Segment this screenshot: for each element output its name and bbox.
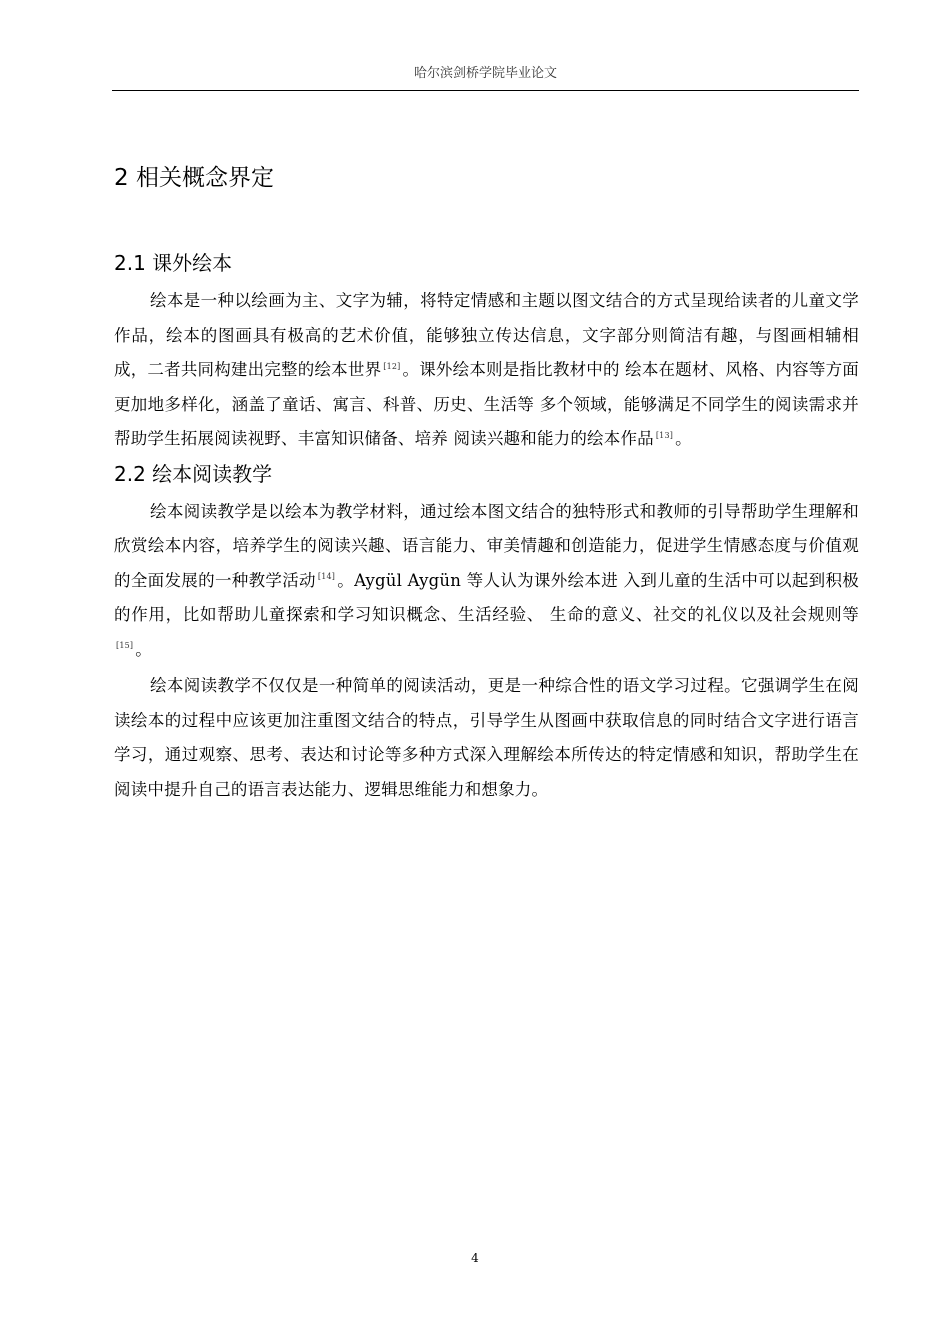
paragraph-picture-book-definition bbox=[114, 284, 859, 457]
citation-13: [13] bbox=[655, 430, 674, 440]
paragraph-text: 。 bbox=[135, 639, 152, 659]
citation-12: [12] bbox=[383, 361, 401, 371]
paragraph-text: 。课外绘本则是指比教材中的 绘本在题材、风格、内容等方面更加地多样化，涵盖了童话、寓言、科普、历史、生活等 多个领域，能够满足不同学生的阅读需求并帮助学生拓展阅读视野、丰富知识储备、培养 阅读兴趣和能力的绘本作品 bbox=[114, 360, 859, 448]
chapter-title: 2 相关概念界定 bbox=[114, 165, 274, 191]
document-body bbox=[114, 150, 859, 807]
paragraph-reading-teaching-definition bbox=[114, 495, 859, 668]
paragraph-text: 。 bbox=[675, 429, 692, 448]
header-title: 哈尔滨剑桥学院毕业论文 bbox=[413, 66, 557, 81]
paragraph-reading-teaching-process bbox=[114, 669, 859, 807]
paragraph-text: 绘本是一种以绘画为主、文字为辅，将特定情感和主题以图文结合的方式呈现给读者的儿童文学作品，绘本的图画具有极高的艺术价值，能够独立传达信息，文字部分则简洁有趣，与图画相辅相成，二者共同构建出完整的绘本世界 bbox=[114, 291, 859, 379]
citation-14: [14] bbox=[317, 572, 336, 581]
page-number: 4 bbox=[471, 1251, 479, 1265]
paragraph-text: 绘本阅读教学不仅仅是一种简单的阅读活动，更是一种综合性的语文学习过程。它强调学生在阅读绘本的过程中应该更加注重图文结合的特点，引导学生从图画中获取信息的同时结合文字进行语言学习，通过观察、思考、表达和讨论等多种方式深入理解绘本所传达的特定情感和知识，帮助学生在阅读中提升自己的语言表达能力、逻辑思维能力和想象力。 bbox=[114, 676, 859, 799]
paragraph-text: 绘本阅读教学是以绘本为教学材料，通过绘本图文结合的独特形式和教师的引导帮助学生理解和欣赏绘本内容，培养学生的阅读兴趣、语言能力、审美情趣和创造能力，促进学生情感态度与价值观的全面发展的一种教学活动 bbox=[114, 501, 859, 590]
section-title-2-1: 2.1 课外绘本 bbox=[114, 251, 233, 275]
citation-15: [15] bbox=[116, 641, 134, 650]
section-title-2-2: 2.2 绘本阅读教学 bbox=[114, 461, 273, 486]
page-header bbox=[112, 64, 859, 91]
paragraph-text: 。Aygül Aygün 等人认为课外绘本进 入到儿童的生活中可以起到积极的作用，比如帮助儿童探索和学习知识概念、生活经验、 生命的意义、社交的礼仪以及社会规则等 bbox=[114, 570, 859, 624]
